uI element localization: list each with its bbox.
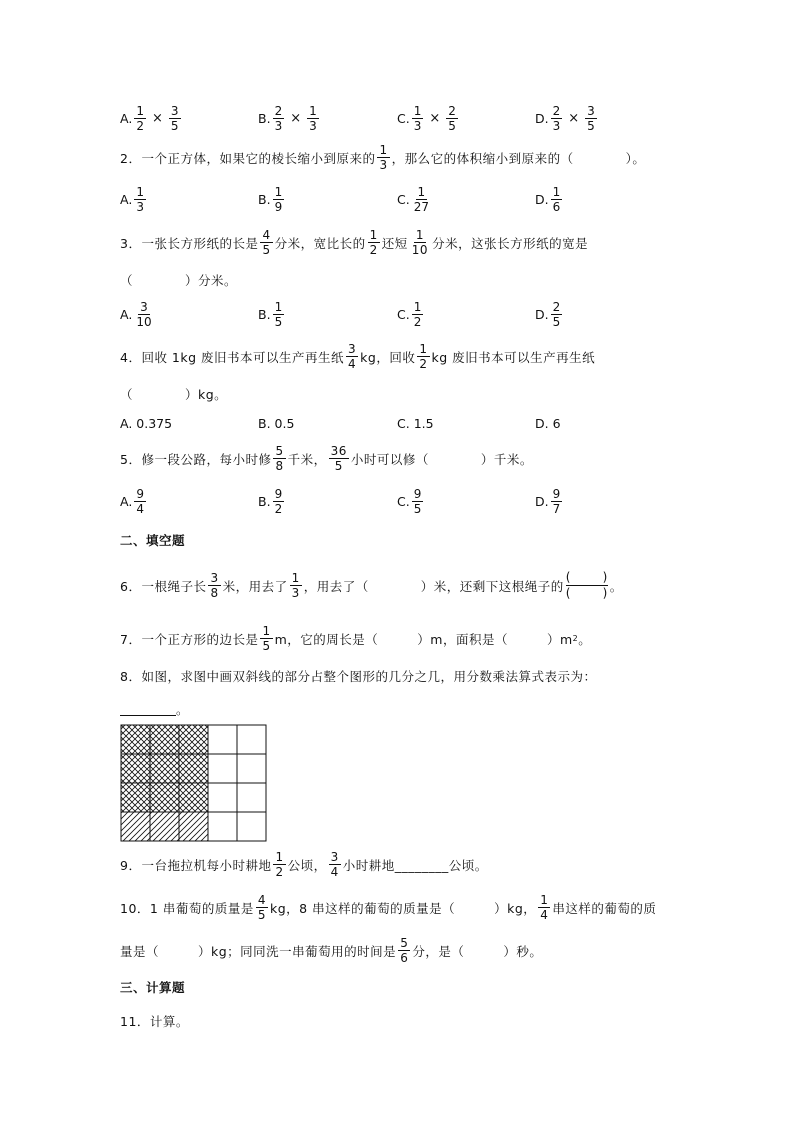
fraction: $\frac{3}{5}$ [587,104,595,133]
question-3-line-2: （ ）分米。 [120,273,238,288]
q5-option-d[interactable]: D. $\frac{9}{7}$ [535,487,561,516]
grid-cell-crosshatch [150,754,179,783]
fraction: $\frac{3}{5}$ [170,104,179,133]
q3-option-b[interactable]: B. $\frac{1}{5}$ [258,300,283,329]
answer-blank[interactable] [120,703,176,716]
fraction: $\frac{1}{3}$ [309,104,317,133]
grid-cell-crosshatch [179,725,208,754]
grid-cell-hatch [150,812,179,841]
grid-cell-hatch [121,812,150,841]
fraction: $\frac{1}{2}$ [136,104,144,133]
grid-cell-empty [237,812,266,841]
section-heading-fill-in: 二、填空题 [120,533,186,548]
grid-cell-crosshatch [121,725,150,754]
q2-option-c[interactable]: C. $\frac{1}{27}$ [397,185,429,214]
q2-option-b[interactable]: B. $\frac{1}{9}$ [258,185,283,214]
grid-cell-crosshatch [121,783,150,812]
question-7: 7．一个正方形的边长是 $\frac{1}{5}$ m，它的周长是（ ）m，面积是（ ）m 2 。 [120,624,592,653]
q4-option-a[interactable]: A. 0.375 [120,416,173,431]
section-heading-calculation: 三、计算题 [120,980,186,995]
question-10-line-2: 量是（ ）kg；同同洗一串葡萄用的时间是 $\frac{5}{6}$ 分，是（ ）秒。 [120,936,543,965]
fraction: $\frac{2}{3}$ [274,104,283,133]
q4-option-d[interactable]: D. 6 [535,416,561,431]
q4-option-b[interactable]: B. 0.5 [258,416,295,431]
question-8: 8．如图，求图中画双斜线的部分占整个图形的几分之几，用分数乘法算式表示为： [120,669,597,684]
q3-option-d[interactable]: D. $\frac{2}{5}$ [535,300,561,329]
q3-option-c[interactable]: C. $\frac{1}{2}$ [397,300,422,329]
question-4: 4．回收 1kg 废旧书本可以生产再生纸 $\frac{3}{4}$ kg，回收 $\frac{1}{2}$ kg 废旧书本可以生产再生纸 [120,342,596,371]
grid-cell-empty [237,783,266,812]
grid-cell-crosshatch [150,725,179,754]
question-9: 9．一台拖拉机每小时耕地 $\frac{1}{2}$ 公顷， $\frac{3}{4}$ 小时耕地________公顷。 [120,850,488,879]
grid-cell-empty [208,725,237,754]
fraction: $\frac{2}{3}$ [552,104,561,133]
grid-cell-empty [208,812,237,841]
q1-option-d[interactable]: D. $\frac{2}{3}$ × $\frac{3}{5}$ [535,104,595,133]
fraction: $\frac{1}{3}$ [413,104,422,133]
question-2: 2．一个正方体，如果它的棱长缩小到原来的 $\frac{1}{3}$ ，那么它的体积缩小到原来的（ ）。 [120,143,646,172]
q4-option-c[interactable]: C. 1.5 [397,416,434,431]
grid-cell-crosshatch [121,754,150,783]
q3-option-a[interactable]: A. $\frac{3}{10}$ [120,300,152,329]
question-6: 6．一根绳子长 $\frac{3}{8}$ 米，用去了 $\frac{1}{3}$ ，用去了（ ）米，还剩下这根绳子的 ( ) ( ) 。 [120,570,623,600]
q5-option-a[interactable]: A. $\frac{9}{4}$ [120,487,144,516]
grid-cell-hatch [179,812,208,841]
grid-cell-empty [208,754,237,783]
grid-cell-crosshatch [179,754,208,783]
grid-cell-empty [208,783,237,812]
fraction: $\frac{2}{5}$ [448,104,456,133]
question-11: 11．计算。 [120,1014,189,1029]
grid-cell-crosshatch [179,783,208,812]
q5-option-b[interactable]: B. $\frac{9}{2}$ [258,487,283,516]
q2-option-a[interactable]: A. $\frac{1}{3}$ [120,185,144,214]
question-8-answer: 。 [120,700,189,718]
hatched-grid-figure [120,724,270,842]
question-4-line-2: （ ）kg。 [120,387,228,402]
q1-option-c[interactable]: C. $\frac{1}{3}$ × $\frac{2}{5}$ [397,104,456,133]
q5-option-c[interactable]: C. $\frac{9}{5}$ [397,487,422,516]
question-3: 3．一张长方形纸的长是 $\frac{4}{5}$ 分米，宽比长的 $\frac{1}{2}$ 还短 $\frac{1}{10}$ 分米，这张长方形纸的宽是 [120,228,589,257]
grid-cell-empty [237,754,266,783]
question-5: 5．修一段公路，每小时修 $\frac{5}{8}$ 千米， $\frac{36}{5}$ 小时可以修（ ）千米。 [120,444,533,473]
grid-cell-empty [237,725,266,754]
q1-option-b[interactable]: B. $\frac{2}{3}$ × $\frac{1}{3}$ [258,104,317,133]
grid-cell-crosshatch [150,783,179,812]
q2-option-d[interactable]: D. $\frac{1}{6}$ [535,185,561,214]
question-10: 10．1 串葡萄的质量是 $\frac{4}{5}$ kg，8 串这样的葡萄的质量是（ ）kg， $\frac{1}{4}$ 串这样的葡萄的质 [120,893,657,922]
answer-fraction-blank[interactable]: ( ) ( ) [565,570,608,600]
q1-option-a[interactable]: A. $\frac{1}{2}$ × $\frac{3}{5}$ [120,104,179,133]
